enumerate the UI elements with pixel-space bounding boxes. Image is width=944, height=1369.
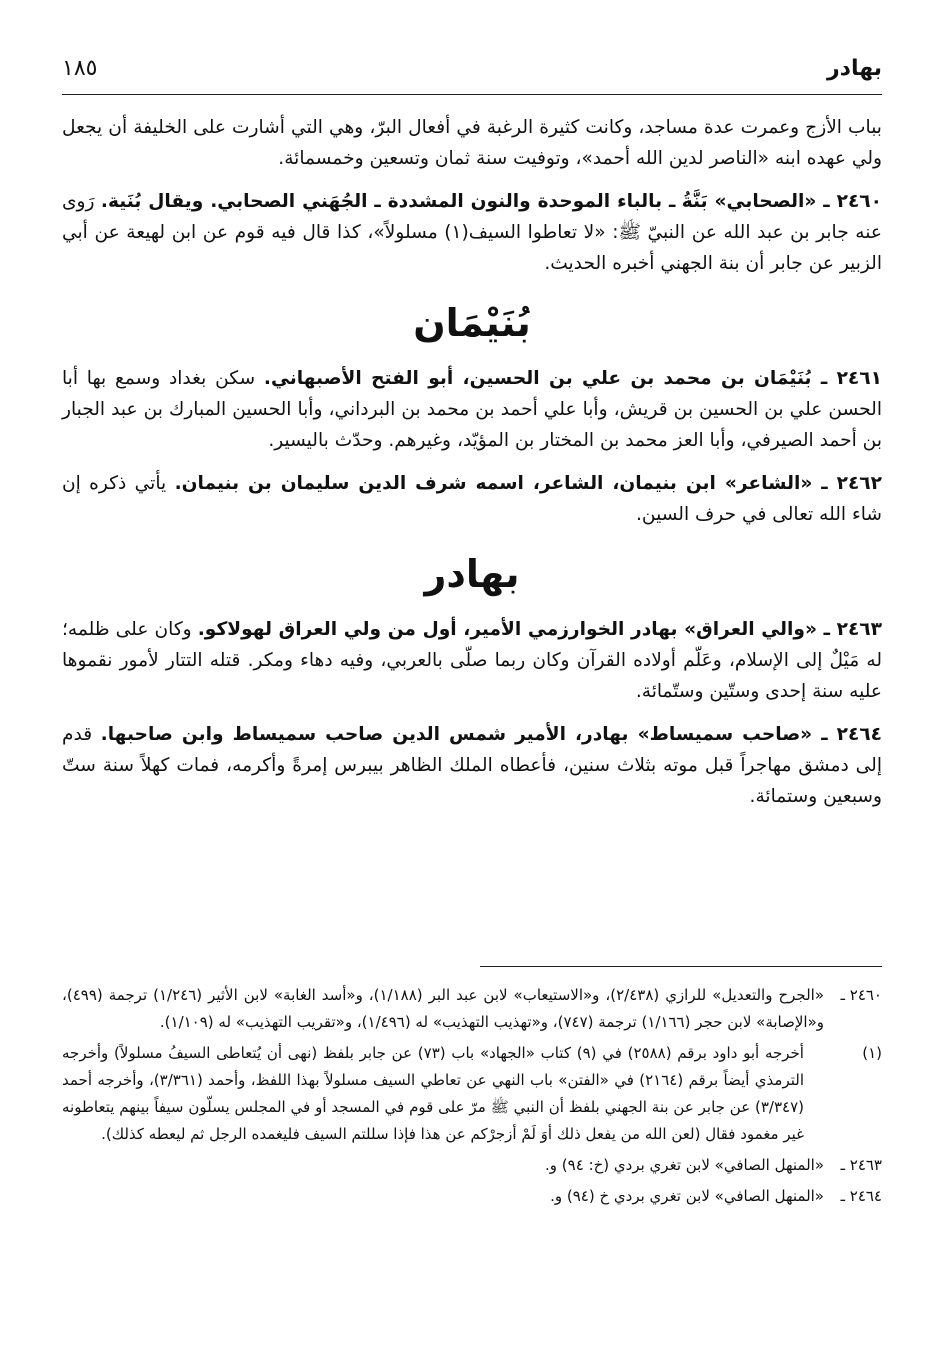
- footnote-label: ٢٤٦٤ ـ: [840, 1187, 882, 1205]
- entry-2460-head: ٢٤٦٠ ـ «الصحابي» بَنَّةُ: [681, 191, 882, 212]
- running-title: بهادر: [827, 56, 882, 81]
- footnote-1: [62, 1040, 882, 1148]
- continued-paragraph: بباب الأزج وعمرت عدة مساجد، وكانت كثيرة الرغبة في أفعال البرّ، وهي التي أشارت على الخليفة أن يجعل ولي عهده ابنه «الناصر لدين الله أحمد»، وتوفيت سنة ثمان وتسعين وخمسمائة.: [62, 117, 882, 169]
- entry-2460-tail: ـ بالباء الموحدة والنون المشددة ـ الجُهَني الصحابي. ويقال بُنَية.: [100, 191, 676, 212]
- footnote-label: (١): [862, 1044, 882, 1062]
- footnote-text: «الجرح والتعديل» للرازي (٢/٤٣٨)، و«الاستيعاب» لابن عبد البر (١/١٨٨)، و«أسد الغابة» لابن الأثير (١/٢٤٦) ترجمة (٤٩٩)، و«الإصابة» لابن حجر (١/١٦٦) ترجمة (٧٤٧)، و«تهذيب التهذيب» له (١/٤٩٦)، و«تقريب التهذيب» له (١/١٠٩).: [62, 986, 824, 1031]
- entry-2463-head: ٢٤٦٣ ـ «والي العراق» بهادر الخوارزمي الأمير، أول من ولي العراق لهولاكو.: [197, 619, 882, 640]
- footnote-rule: [480, 966, 882, 967]
- running-header: [62, 52, 882, 88]
- entry-2463: ٢٤٦٣ ـ «والي العراق» بهادر الخوارزمي الأمير، أول من ولي العراق لهولاكو. وكان على ظلمه؛ له مَيْلٌ إلى الإسلام، وعَلّم أولاده القرآن وكان ربما صلّى بالعربي، وفيه دهاء ومكر. قتله التتار لأمور نقموها عليه سنة إحدى وستّين وستّمائة.: [62, 619, 882, 702]
- footnote-text: أخرجه أبو داود برقم (٢٥٨٨) في (٩) كتاب «الجهاد» باب (٧٣) عن جابر بلفظ (نهى أن يُتعاطى السيفُ مسلولاً) وأخرجه الترمذي أيضاً برقم (٢١٦٤) في «الفتن» باب النهي عن تعاطي السيف مسلولاً بهذا اللفظ، وأحمد (٣/٣٦١)، وأخرجه أحمد (٣/٣٤٧) عن جابر عن بنة الجهني بلفظ أن النبي ﷺ مرّ على قوم في المسجد أو في المجلس يسلّون سيفاً بينهم يتعاطونه غير مغمود فقال (لعن الله من يفعل ذلك أوَ لَمْ أزجرْكم عن هذا فإذا سللتم السيف فليغمده الرجل ثم ليعطه كذلك).: [62, 1044, 804, 1143]
- section-heading-bunayman: بُنَيْمَان: [413, 301, 531, 345]
- footnote-label: ٢٤٦٠ ـ: [840, 986, 882, 1004]
- footnote-2463: [62, 1152, 882, 1179]
- entry-2462: ٢٤٦٢ ـ «الشاعر» ابن بنيمان، الشاعر، اسمه شرف الدين سليمان بن بنيمان. يأتي ذكره إن شاء الله تعالى في حرف السين.: [62, 473, 882, 525]
- header-rule: [62, 94, 882, 95]
- main-text: [62, 112, 882, 812]
- entry-2464: ٢٤٦٤ ـ «صاحب سميساط» بهادر، الأمير شمس الدين صاحب سميساط وابن صاحبها. قدم إلى دمشق مهاجراً قبل موته بثلاث سنين، فأعطاه الملك الظاهر بيبرس إمرةً وأكرمه، فمات كهلاً سنة ستّ وسبعين وستمائة.: [62, 724, 882, 807]
- entry-2464-head: ٢٤٦٤ ـ «صاحب سميساط» بهادر، الأمير شمس الدين صاحب سميساط وابن صاحبها.: [100, 724, 882, 745]
- footnote-2464: [62, 1183, 882, 1210]
- entry-2462-head: ٢٤٦٢ ـ «الشاعر» ابن بنيمان، الشاعر، اسمه شرف الدين سليمان بن بنيمان.: [174, 473, 882, 494]
- footnote-2460: [62, 982, 882, 1036]
- footnote-label: ٢٤٦٣ ـ: [840, 1156, 882, 1174]
- section-heading-bahadur: بهادر: [424, 552, 520, 596]
- footnote-text: «المنهل الصافي» لابن تغري بردي خ (٩٤) و.: [550, 1187, 824, 1205]
- entry-2461: ٢٤٦١ ـ بُنَيْمَان بن محمد بن علي بن الحسين، أبو الفتح الأصبهاني. سكن بغداد وسمع بها أبا الحسن علي بن الحسين بن قريش، وأبا علي أحمد بن محمد بن البرداني، وأبا الحسين المبارك بن عبد الجبار بن أحمد الصيرفي، وأبا العز محمد بن المختار بن المؤيّد، وغيرهم. وحدّث باليسير.: [62, 368, 882, 451]
- footnote-text: «المنهل الصافي» لابن تغري بردي (خ: ٩٤) و.: [545, 1156, 824, 1174]
- page-number: ١٨٥: [62, 56, 98, 81]
- entry-2460: ٢٤٦٠ ـ «الصحابي» بَنَّةُ ـ بالباء الموحدة والنون المشددة ـ الجُهَني الصحابي. ويقال بُنَية. رَوى عنه جابر بن عبد الله عن النبيّ ﷺ: «لا تعاطوا السيف(١) مسلولاً»، كذا قال فيه قوم عن ابن لهيعة عن أبي الزبير عن جابر أن بنة الجهني أخبره الحديث.: [62, 191, 882, 274]
- entry-2461-head: ٢٤٦١ ـ بُنَيْمَان بن محمد بن علي بن الحسين، أبو الفتح الأصبهاني.: [263, 368, 882, 389]
- footnotes: [62, 982, 882, 1214]
